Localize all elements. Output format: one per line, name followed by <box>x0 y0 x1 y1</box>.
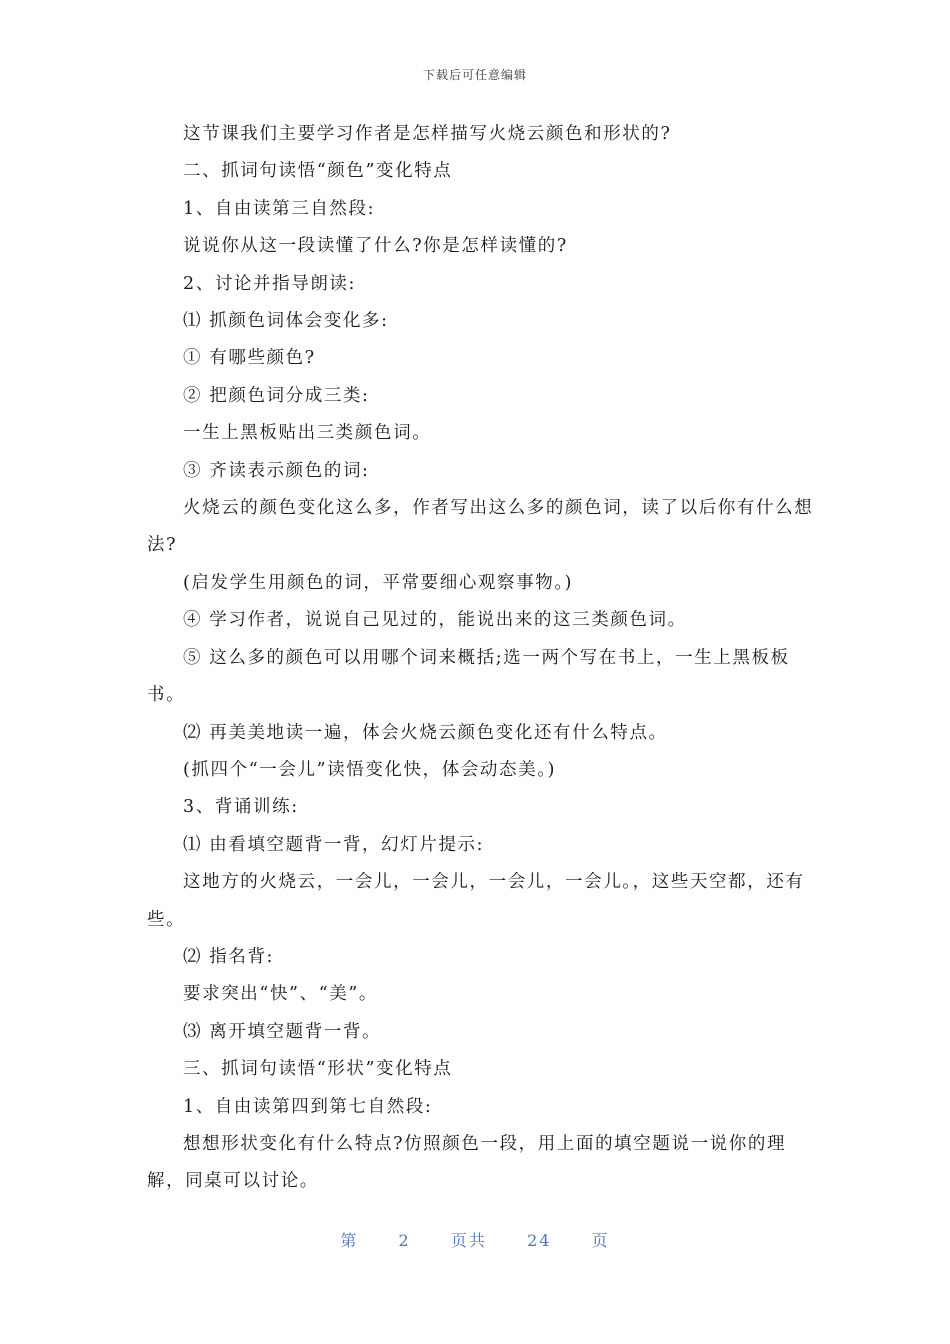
paragraph: 要求突出“快”、“美”。 <box>183 984 378 1005</box>
paragraph: ⑵ 指名背: <box>183 946 275 967</box>
paragraph: 三、抓词句读悟“形状”变化特点 <box>183 1059 453 1080</box>
paragraph: ① 有哪些颜色? <box>183 348 316 369</box>
paragraph: 1、自由读第四到第七自然段: <box>183 1096 433 1117</box>
document-body <box>147 116 822 1201</box>
footer-suffix: 页 <box>591 1231 610 1250</box>
footer-middle: 页共 <box>450 1231 487 1250</box>
paragraph: 这节课我们主要学习作者是怎样描写火烧云颜色和形状的? <box>183 124 672 144</box>
footer-total-pages: 24 <box>527 1231 552 1250</box>
paragraph: 一生上黑板贴出三类颜色词。 <box>183 423 432 444</box>
paragraph: ⑵ 再美美地读一遍，体会火烧云颜色变化还有什么特点。 <box>183 722 668 743</box>
paragraph: 二、抓词句读悟“颜色”变化特点 <box>183 161 453 182</box>
paragraph: ⑤ 这么多的颜色可以用哪个词来概括;选一两个写在书上，一生上黑板板书。 <box>147 647 790 706</box>
paragraph: ③ 齐读表示颜色的词: <box>183 460 370 481</box>
paragraph: 这地方的火烧云，一会儿，一会儿，一会儿，一会儿。，这些天空都，还有些。 <box>147 872 805 930</box>
paragraph: ② 把颜色词分成三类: <box>183 385 370 406</box>
paragraph: 1、自由读第三自然段: <box>183 198 376 219</box>
page-footer <box>0 1228 950 1251</box>
paragraph: 2、讨论并指导朗读: <box>183 273 357 294</box>
paragraph: ⑶ 离开填空题背一背。 <box>183 1021 382 1042</box>
paragraph: 3、背诵训练: <box>183 797 299 818</box>
paragraph: 想想形状变化有什么特点?仿照颜色一段，用上面的填空题说一说你的理解，同桌可以讨论。 <box>147 1133 787 1192</box>
footer-page-number: 2 <box>398 1231 411 1250</box>
page-header: 下载后可任意编辑 <box>422 68 527 82</box>
footer-prefix: 第 <box>340 1231 359 1250</box>
paragraph: (启发学生用颜色的词，平常要细心观察事物。) <box>183 572 574 593</box>
paragraph: 说说你从这一段读懂了什么?你是怎样读懂的? <box>183 236 568 257</box>
paragraph: (抓四个“一会儿”读悟变化快，体会动态美。) <box>183 759 556 780</box>
paragraph: ⑴ 由看填空题背一背，幻灯片提示: <box>183 834 485 855</box>
paragraph: ④ 学习作者，说说自己见过的，能说出来的这三类颜色词。 <box>183 610 687 631</box>
paragraph: 火烧云的颜色变化这么多，作者写出这么多的颜色词，读了以后你有什么想法? <box>147 498 814 556</box>
paragraph: ⑴ 抓颜色词体会变化多: <box>183 311 389 332</box>
